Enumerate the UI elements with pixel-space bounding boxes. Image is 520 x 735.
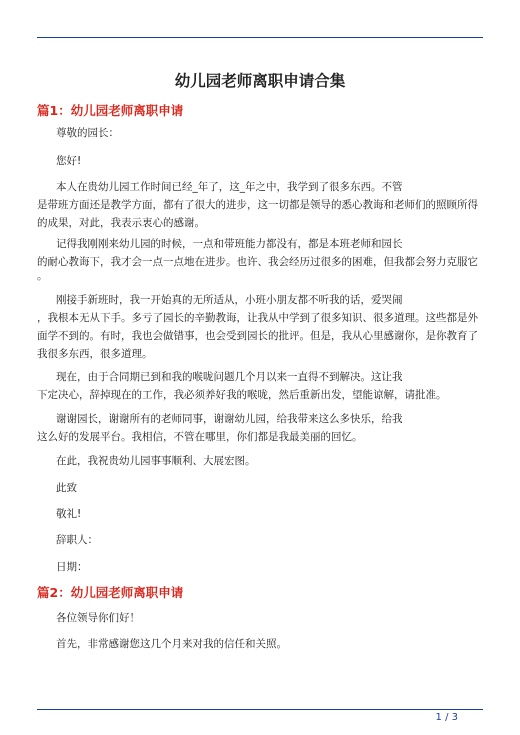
paragraph-line: 的耐心教诲下，我才会一点一点地在进步。也许、我会经历过很多的困难，但我都会努力克服它 <box>37 256 478 268</box>
closing-line: 此致 <box>56 482 77 494</box>
paragraph-line: 面学不到的。有时，我也会做错事，也会受到园长的批评。但是，我从心里感谢你，是你教育了 <box>37 330 478 342</box>
closing-line: 敬礼! <box>56 508 82 520</box>
paragraph-line: 。 <box>37 270 48 282</box>
paragraph-line: 本人在贵幼儿园工作时间已经_年了，这_年之中，我学到了很多东西。不管 <box>56 181 403 193</box>
paragraph-line: 各位领导你们好！ <box>56 612 140 624</box>
section-heading-2: 篇2：幼儿园老师离职申请 <box>37 585 184 600</box>
paragraph-line: ，我根本无从下手。多亏了园长的辛勤教诲，让我从中学到了很多知识、很多道理。这些都是外 <box>37 312 478 324</box>
paragraph-line: 的成果，对此，我表示衷心的感谢。 <box>37 217 205 229</box>
section-heading-1: 篇1：幼儿园老师离职申请 <box>37 103 184 118</box>
wish-line: 在此，我祝贵幼儿园事事顺利、大展宏图。 <box>56 455 256 467</box>
greeting: 您好! <box>56 155 82 167</box>
document-title: 幼儿园老师离职申请合集 <box>174 72 346 90</box>
footer-rule <box>37 709 483 710</box>
paragraph-line: 记得我刚刚来幼儿园的时候，一点和带班能力都没有，都是本班老师和园长 <box>56 238 403 250</box>
paragraph-line: 是带班方面还是教学方面，都有了很大的进步，这一切都是领导的悉心教诲和老师们的照顾所得 <box>37 199 478 211</box>
salutation: 尊敬的园长： <box>56 127 119 139</box>
paragraph-line: 谢谢园长，谢谢所有的老师同事，谢谢幼儿园，给我带来这么多快乐，给我 <box>56 413 403 425</box>
paragraph-line: 首先，非常感谢您这几个月来对我的信任和关照。 <box>56 638 287 650</box>
paragraph-line: 刚接手新班时，我一开始真的无所适从，小班小朋友都不听我的话，爱哭闹 <box>56 294 403 306</box>
header-rule <box>37 37 483 38</box>
date-label: 日期： <box>56 561 88 573</box>
signer-label: 辞职人： <box>56 534 98 546</box>
paragraph-line: 我很多东西，很多道理。 <box>37 348 153 360</box>
page-number: 1 / 3 <box>435 712 458 723</box>
paragraph-line: 这么好的发展平台。我相信，不管在哪里，你们都是我最美丽的回忆。 <box>37 431 363 443</box>
paragraph-line: 现在，由于合同期已到和我的喉咙问题几个月以来一直得不到解决。这让我 <box>56 371 403 383</box>
paragraph-line: 下定决心，辞掉现在的工作，我必须养好我的喉咙，然后重新出发，望能谅解，请批准。 <box>37 389 447 401</box>
